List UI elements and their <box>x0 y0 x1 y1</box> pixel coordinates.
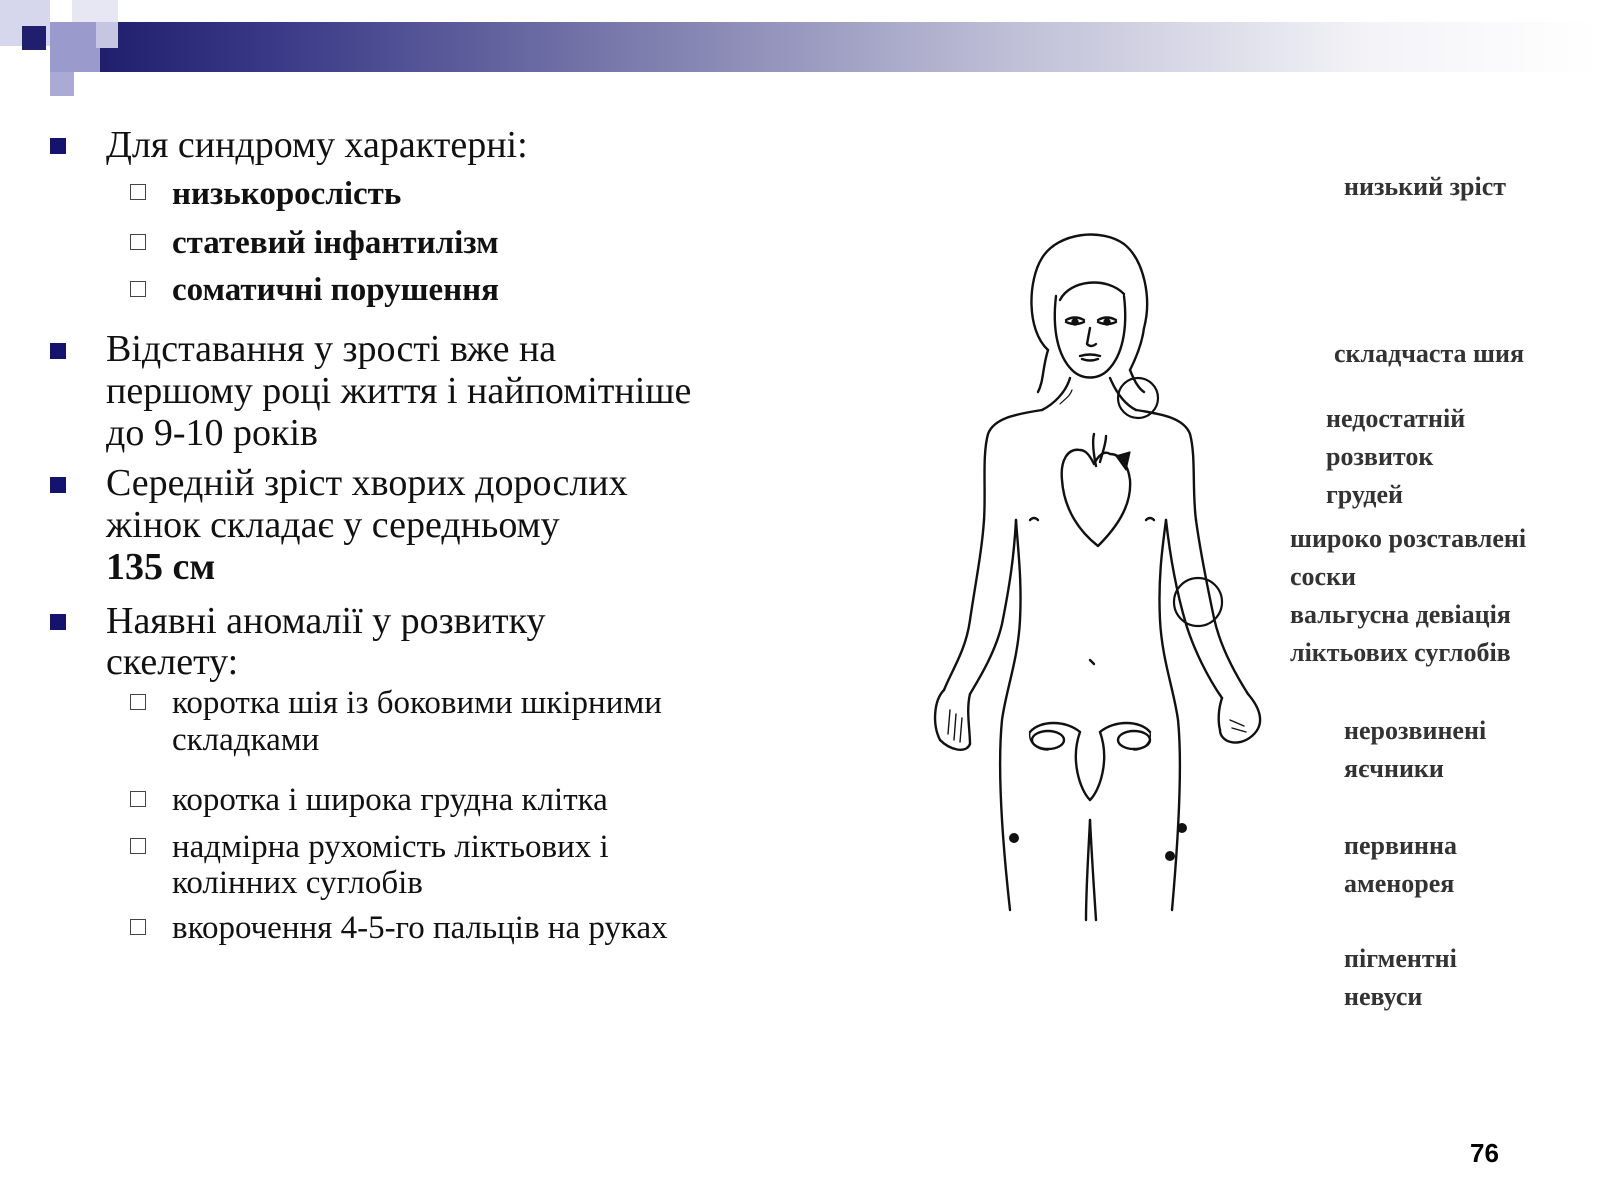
sub-bullet-box-icon <box>130 184 146 200</box>
sub-bullet-text: складками <box>172 722 320 758</box>
header-square <box>50 72 74 96</box>
label-nipples-2: соски <box>1290 562 1357 591</box>
label-nipples-1: широко розставлені <box>1290 524 1527 553</box>
label-ovaries-1: нерозвинені <box>1344 716 1487 745</box>
label-nevi-2: невуси <box>1344 982 1423 1011</box>
sub-bullet-box-icon <box>130 281 146 297</box>
header-gradient-band <box>100 22 1600 72</box>
bullet-square-icon <box>50 614 66 630</box>
bullet-line: Відставання у зрості вже на <box>106 328 557 370</box>
bullet-square-icon <box>50 343 66 359</box>
sub-bullet-text: статевий інфантилізм <box>172 225 499 261</box>
sub-bullet-box-icon <box>130 791 146 807</box>
header-square <box>50 22 100 72</box>
label-breast-3: грудей <box>1326 480 1403 509</box>
body-illustration <box>930 220 1330 940</box>
bullet-text: Для синдрому характерні: <box>106 124 528 166</box>
label-breast-1: недостатній <box>1326 404 1466 433</box>
label-short-stature: низький зріст <box>1344 172 1507 201</box>
sub-bullet-text: колінних суглобів <box>172 865 423 901</box>
sub-bullet-box-icon <box>130 694 146 710</box>
bullet-line: скелету: <box>106 641 239 683</box>
label-nevi-1: пігментні <box>1344 944 1457 973</box>
sub-bullet-text: коротка шія із боковими шкірними <box>172 685 662 721</box>
bullet-square-icon <box>50 138 66 154</box>
sub-bullet-box-icon <box>130 234 146 250</box>
sub-bullet-text: низькорослість <box>172 176 402 212</box>
bullet-square-icon <box>50 477 66 493</box>
sub-bullet-box-icon <box>130 838 146 854</box>
bullet-line: до 9-10 років <box>106 412 318 454</box>
label-amenorrhea-1: первинна <box>1344 831 1457 860</box>
header-square <box>22 26 46 50</box>
label-breast-2: розвиток <box>1326 442 1434 471</box>
bullet-line-bold: 135 см <box>106 546 216 588</box>
page-number: 76 <box>1470 1138 1499 1168</box>
bullet-line: першому році життя і найпомітніше <box>106 370 692 412</box>
sub-bullet-text: соматичні порушення <box>172 272 500 308</box>
sub-bullet-box-icon <box>130 919 146 935</box>
bullet-line: Середній зріст хворих дорослих <box>106 462 628 504</box>
label-elbows-2: ліктьових суглобів <box>1290 638 1511 667</box>
sub-bullet-text: коротка і широка грудна клітка <box>172 782 608 818</box>
header-square <box>96 22 118 48</box>
label-elbows-1: вальгусна девіація <box>1290 600 1511 629</box>
bullet-line: Наявні аномалії у розвитку <box>106 600 546 642</box>
sub-bullet-text: вкорочення 4-5-го пальців на руках <box>172 910 668 946</box>
label-webbed-neck: складчаста шия <box>1334 339 1525 368</box>
label-ovaries-2: яєчники <box>1344 754 1444 783</box>
label-amenorrhea-2: аменорея <box>1344 869 1455 898</box>
sub-bullet-text: надмірна рухомість ліктьових і <box>172 829 609 865</box>
bullet-line: жінок складає у середньому <box>106 504 560 546</box>
